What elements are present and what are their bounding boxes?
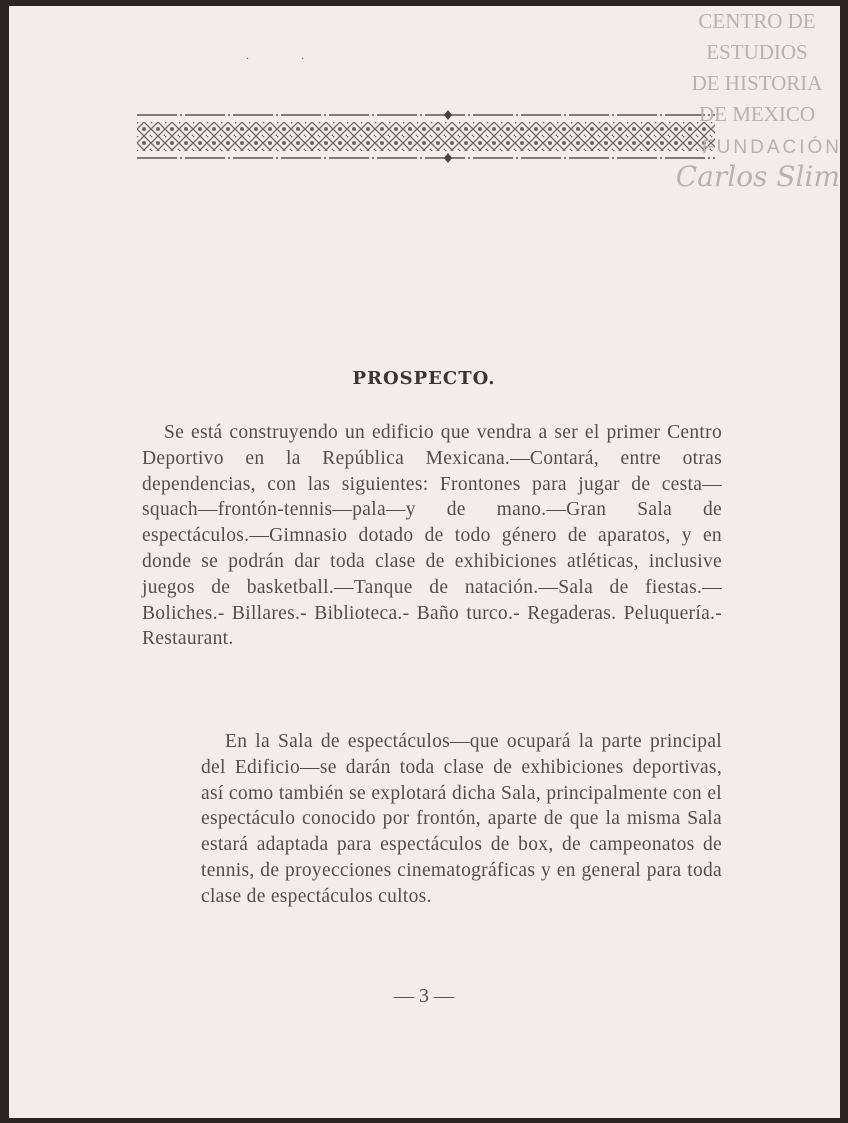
print-specks: ·· [246,54,357,65]
watermark-line: DE HISTORIA [691,71,823,95]
body-paragraph-1: Se está construyendo un edificio que vendra a ser el primer Centro Deportivo en la República Mexicana.—Contará, entre otras dependencias, con las siguientes: Frontones para jugar de cesta—squach—frontón-tennis—pala—y de mano.—Gran Sala de espectáculos.—Gimnasio dotado de todo género de aparatos, y en donde se podrán dar toda clase de exhibiciones atléticas, inclusive juegos de basketball.—Tanque de natación.—Sala de fiestas.—Boliches.- Billares.- Biblioteca.- Baño turco.- Regaderas. Peluquería.- Restaurant. [142,422,722,650]
page-number: — 3 — [394,985,454,1007]
watermark-line: CENTRO DE [698,9,816,33]
archive-watermark [672,6,842,192]
watermark-signature: Carlos Slim [675,160,840,193]
body-paragraph-2: En la Sala de espectáculos—que ocupará la parte principal del Edificio—se darán toda clase de exhibiciones deportivas, así como también se explotará dicha Sala, principalmente con el espectáculo conocido por frontón, aparte de que la misma Sala estará adaptada para espectáculos de box, de campeonatos de tennis, de proyecciones cinematográficas y en general para toda clase de espectáculos cultos. [201,731,722,907]
watermark-fundacion: FUNDACIÓN [702,137,842,158]
watermark-line: ESTUDIOS [706,40,808,64]
decorative-border-ornament [137,108,715,164]
page-title: PROSPECTO. [352,368,496,389]
watermark-line: DE MEXICO [698,102,816,126]
